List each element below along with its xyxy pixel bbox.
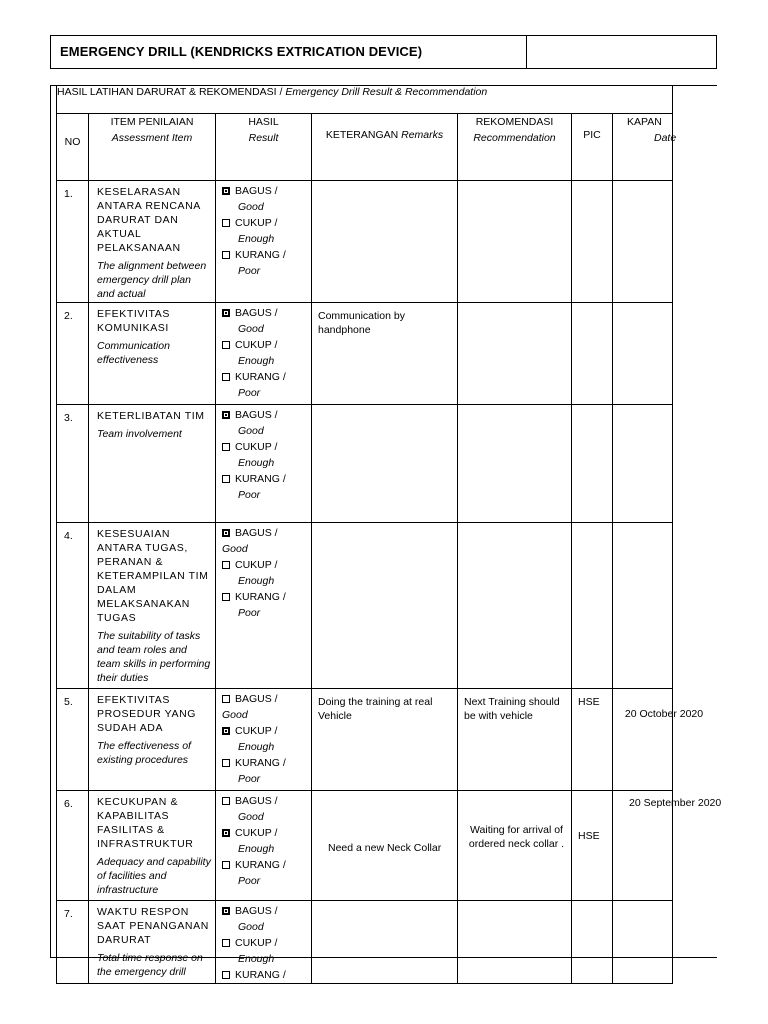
result-options bbox=[216, 181, 312, 303]
recommendation-cell bbox=[458, 303, 572, 405]
option-kurang: KURANG / bbox=[222, 471, 311, 487]
option-bagus: BAGUS / bbox=[222, 793, 311, 809]
pic-cell: HSE bbox=[572, 689, 613, 791]
checkbox-unchecked-icon bbox=[222, 251, 230, 259]
date-cell bbox=[613, 689, 704, 791]
result-options bbox=[216, 901, 312, 984]
checkbox-checked-icon bbox=[222, 727, 230, 735]
item-en: The suitability of tasks and team roles and team skills in performing their duties bbox=[97, 630, 211, 684]
pic-cell bbox=[572, 523, 613, 689]
table-row bbox=[57, 791, 673, 901]
header-keterangan: KETERANGAN Remarks bbox=[312, 114, 458, 181]
option-bagus: BAGUS / bbox=[222, 407, 311, 423]
option-poor-label: Poor bbox=[238, 773, 261, 785]
date-cell bbox=[613, 181, 673, 303]
checkbox-checked-icon bbox=[222, 529, 230, 537]
option-kurang: KURANG / bbox=[222, 755, 311, 771]
option-good-label: Good bbox=[238, 921, 264, 933]
option-good-label: Good bbox=[238, 323, 264, 335]
pic-cell bbox=[572, 181, 613, 303]
option-cukup: CUKUP / bbox=[222, 557, 311, 573]
checkbox-checked-icon bbox=[222, 309, 230, 317]
remarks-cell bbox=[312, 181, 458, 303]
pic-cell bbox=[572, 303, 613, 405]
assessment-item bbox=[89, 689, 216, 791]
item-en: Total time response on the emergency drill bbox=[97, 952, 203, 978]
recommendation-cell: Waiting for arrival of ordered neck collar . bbox=[458, 791, 572, 901]
item-ms: KETERLIBATAN TIM bbox=[97, 410, 205, 422]
option-cukup: CUKUP / bbox=[222, 935, 311, 951]
result-options bbox=[216, 791, 312, 901]
option-kurang: KURANG / bbox=[222, 857, 311, 873]
drill-table bbox=[56, 85, 722, 984]
table-caption bbox=[57, 86, 673, 114]
option-poor-label: Poor bbox=[238, 607, 261, 619]
option-cukup: CUKUP / bbox=[222, 215, 311, 231]
table-row bbox=[57, 901, 673, 984]
option-cukup: CUKUP / bbox=[222, 825, 311, 841]
item-en: Adequacy and capability of facilities and infrastructure bbox=[97, 856, 211, 896]
option-good-label: Good bbox=[238, 425, 264, 437]
result-options bbox=[216, 523, 312, 689]
option-cukup: CUKUP / bbox=[222, 439, 311, 455]
title-box bbox=[50, 35, 717, 69]
checkbox-unchecked-icon bbox=[222, 971, 230, 979]
option-enough-label: Enough bbox=[238, 355, 275, 367]
recommendation-cell bbox=[458, 901, 572, 984]
option-bagus: BAGUS / bbox=[222, 691, 311, 707]
table-row bbox=[57, 303, 673, 405]
checkbox-unchecked-icon bbox=[222, 219, 230, 227]
checkbox-unchecked-icon bbox=[222, 561, 230, 569]
checkbox-unchecked-icon bbox=[222, 759, 230, 767]
checkbox-unchecked-icon bbox=[222, 939, 230, 947]
remarks-cell bbox=[312, 405, 458, 523]
caption-en: Emergency Drill Result & Recommendation bbox=[285, 86, 488, 98]
row-number: 5. bbox=[57, 689, 89, 791]
option-kurang: KURANG / bbox=[222, 589, 311, 605]
option-poor-label: Poor bbox=[238, 265, 261, 277]
checkbox-unchecked-icon bbox=[222, 443, 230, 451]
result-options bbox=[216, 303, 312, 405]
option-good-label: Good bbox=[222, 543, 248, 555]
checkbox-unchecked-icon bbox=[222, 797, 230, 805]
item-ms: EFEKTIVITAS PROSEDUR YANG SUDAH ADA bbox=[97, 694, 197, 734]
pic-cell: HSE bbox=[572, 791, 613, 901]
remarks-cell: Communication by handphone bbox=[312, 303, 458, 405]
assessment-item bbox=[89, 523, 216, 689]
document-title: EMERGENCY DRILL (KENDRICKS EXTRICATION DEVICE) bbox=[51, 36, 527, 68]
date-text: 20 October 2020 bbox=[624, 708, 704, 720]
checkbox-unchecked-icon bbox=[222, 695, 230, 703]
date-cell bbox=[613, 523, 673, 689]
option-kurang: KURANG / bbox=[222, 967, 311, 983]
checkbox-checked-icon bbox=[222, 907, 230, 915]
row-number: 4. bbox=[57, 523, 89, 689]
option-enough-label: Enough bbox=[238, 741, 275, 753]
item-en: Communication effectiveness bbox=[97, 340, 170, 366]
option-enough-label: Enough bbox=[238, 575, 275, 587]
table-row bbox=[57, 181, 673, 303]
option-good-label: Good bbox=[222, 709, 248, 721]
date-cell bbox=[613, 405, 673, 523]
checkbox-checked-icon bbox=[222, 829, 230, 837]
option-bagus: BAGUS / bbox=[222, 305, 311, 321]
item-ms: WAKTU RESPON SAAT PENANGANAN DARURAT bbox=[97, 906, 209, 946]
recommendation-cell: Next Training should be with vehicle bbox=[458, 689, 572, 791]
table-body bbox=[57, 181, 722, 984]
header-kapan: KAPAN Date bbox=[613, 114, 673, 181]
option-enough-label: Enough bbox=[238, 953, 275, 965]
row-number: 7. bbox=[57, 901, 89, 984]
option-enough-label: Enough bbox=[238, 233, 275, 245]
row-number: 6. bbox=[57, 791, 89, 901]
assessment-item bbox=[89, 303, 216, 405]
header-no: NO bbox=[57, 114, 89, 181]
option-kurang: KURANG / bbox=[222, 369, 311, 385]
item-en: The effectiveness of existing procedures bbox=[97, 740, 191, 766]
assessment-item bbox=[89, 901, 216, 984]
row-number: 1. bbox=[57, 181, 89, 303]
option-bagus: BAGUS / bbox=[222, 183, 311, 199]
item-ms: KESESUAIAN ANTARA TUGAS, PERANAN & KETERAMPILAN TIM DALAM MELAKSANAKAN TUGAS bbox=[97, 528, 209, 624]
recommendation-cell bbox=[458, 181, 572, 303]
caption-ms: HASIL LATIHAN DARURAT & REKOMENDASI / bbox=[57, 86, 286, 98]
option-poor-label: Poor bbox=[238, 875, 261, 887]
option-enough-label: Enough bbox=[238, 843, 275, 855]
option-poor-label: Poor bbox=[238, 387, 261, 399]
item-ms: KECUKUPAN & KAPABILITAS FASILITAS & INFRASTRUKTUR bbox=[97, 796, 194, 850]
remarks-cell: Doing the training at real Vehicle bbox=[312, 689, 458, 791]
option-cukup: CUKUP / bbox=[222, 337, 311, 353]
recommendation-cell bbox=[458, 405, 572, 523]
remarks-cell bbox=[312, 901, 458, 984]
table-row bbox=[57, 689, 673, 791]
checkbox-unchecked-icon bbox=[222, 341, 230, 349]
result-options bbox=[216, 689, 312, 791]
date-cell bbox=[613, 303, 673, 405]
option-good-label: Good bbox=[238, 201, 264, 213]
result-options bbox=[216, 405, 312, 523]
checkbox-unchecked-icon bbox=[222, 593, 230, 601]
item-en: The alignment between emergency drill plan and actual bbox=[97, 260, 207, 300]
checkbox-unchecked-icon bbox=[222, 861, 230, 869]
pic-cell bbox=[572, 901, 613, 984]
table-row bbox=[57, 405, 673, 523]
date-text: 20 September 2020 bbox=[629, 797, 722, 809]
row-number: 2. bbox=[57, 303, 89, 405]
assessment-item bbox=[89, 791, 216, 901]
option-bagus: BAGUS / bbox=[222, 903, 311, 919]
row-number: 3. bbox=[57, 405, 89, 523]
checkbox-unchecked-icon bbox=[222, 475, 230, 483]
option-cukup: CUKUP / bbox=[222, 723, 311, 739]
pic-cell bbox=[572, 405, 613, 523]
option-kurang: KURANG / bbox=[222, 247, 311, 263]
assessment-item bbox=[89, 181, 216, 303]
item-ms: KESELARASAN ANTARA RENCANA DARURAT DAN AKTUAL PELAKSANAAN bbox=[97, 186, 201, 254]
header-pic: PIC bbox=[572, 114, 613, 181]
header-rekomendasi: REKOMENDASI Recommendation bbox=[458, 114, 572, 181]
date-cell bbox=[613, 901, 673, 984]
option-poor-label: Poor bbox=[238, 489, 261, 501]
checkbox-unchecked-icon bbox=[222, 373, 230, 381]
checkbox-checked-icon bbox=[222, 411, 230, 419]
header-hasil: HASIL Result bbox=[216, 114, 312, 181]
option-bagus: BAGUS / bbox=[222, 525, 311, 541]
table-row bbox=[57, 523, 673, 689]
item-en: Team involvement bbox=[97, 428, 182, 440]
remarks-cell: Need a new Neck Collar bbox=[312, 791, 458, 901]
assessment-item bbox=[89, 405, 216, 523]
recommendation-cell bbox=[458, 523, 572, 689]
option-enough-label: Enough bbox=[238, 457, 275, 469]
checkbox-checked-icon bbox=[222, 187, 230, 195]
remarks-cell bbox=[312, 523, 458, 689]
item-ms: EFEKTIVITAS KOMUNIKASI bbox=[97, 308, 170, 334]
header-item: ITEM PENILAIAN Assessment Item bbox=[89, 114, 216, 181]
date-cell bbox=[613, 791, 722, 901]
option-good-label: Good bbox=[238, 811, 264, 823]
